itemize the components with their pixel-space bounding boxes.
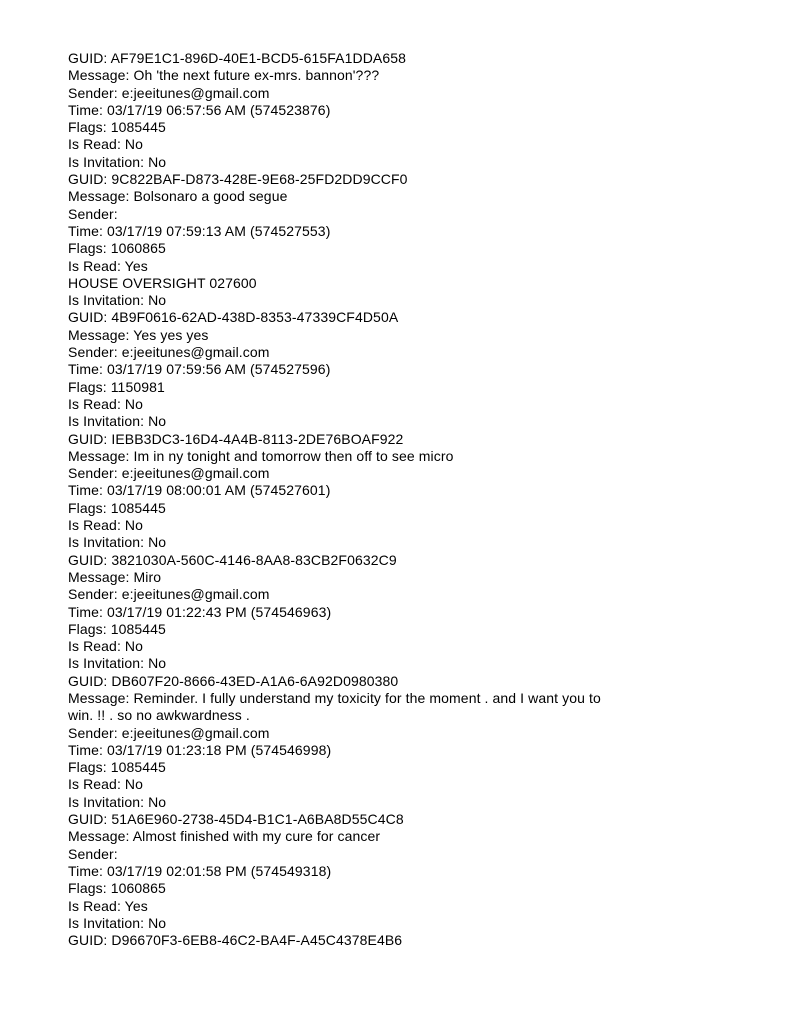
message-line: Message: Almost finished with my cure for cancer — [68, 828, 381, 845]
guid-line: GUID: 3821030A-560C-4146-8AA8-83CB2F0632C9 — [68, 551, 397, 568]
is-read-line: Is Read: No — [68, 776, 144, 793]
time-line: Time: 03/17/19 06:57:56 AM (574523876) — [68, 101, 331, 118]
is-read-line: Is Read: No — [68, 638, 144, 655]
guid-line: GUID: AF79E1C1-896D-40E1-BCD5-615FA1DDA658 — [68, 50, 407, 66]
sender-line: Sender: e:jeeitunes@gmail.com — [68, 724, 270, 741]
time-line: Time: 03/17/19 08:00:01 AM (574527601) — [68, 482, 331, 499]
is-read-line: Is Read: Yes — [68, 897, 148, 914]
is-read-line: Is Read: No — [68, 517, 144, 534]
time-line: Time: 03/17/19 07:59:56 AM (574527596) — [68, 361, 331, 378]
message-line: Message: Im in ny tonight and tomorrow then off to see micro — [68, 447, 454, 464]
is-invitation-line: Is Invitation: No — [68, 413, 167, 430]
flags-line: Flags: 1085445 — [68, 499, 166, 516]
message-line: win. !! . so no awkwardness . — [68, 707, 250, 724]
sender-line: Sender: — [68, 205, 118, 222]
message-record — [68, 932, 736, 949]
message-record — [68, 552, 736, 673]
sender-line: Sender: e:jeeitunes@gmail.com — [68, 344, 270, 361]
is-invitation-line: Is Invitation: No — [68, 534, 167, 551]
message-record — [68, 171, 736, 309]
guid-line: GUID: D96670F3-6EB8-46C2-BA4F-A45C4378E4B6 — [68, 932, 403, 949]
time-line: Time: 03/17/19 07:59:13 AM (574527553) — [68, 222, 331, 239]
guid-line: GUID: 9C822BAF-D873-428E-9E68-25FD2DD9CCF0 — [68, 171, 408, 188]
message-record — [68, 673, 736, 811]
message-line: Message: Bolsonaro a good segue — [68, 188, 288, 205]
message-line: Message: Reminder. I fully understand my toxicity for the moment . and I want you to — [68, 689, 601, 706]
is-invitation-line: Is Invitation: No — [68, 914, 167, 931]
sender-line: Sender: e:jeeitunes@gmail.com — [68, 586, 270, 603]
flags-line: Flags: 1060865 — [68, 880, 166, 897]
guid-line: GUID: IEBB3DC3-16D4-4A4B-8113-2DE76BOAF922 — [68, 430, 404, 447]
is-invitation-line: Is Invitation: No — [68, 793, 167, 810]
time-line: Time: 03/17/19 01:23:18 PM (574546998) — [68, 741, 332, 758]
records-list — [68, 50, 736, 949]
sender-line: Sender: — [68, 845, 118, 862]
message-line: Message: Oh 'the next future ex-mrs. bannon'??? — [68, 67, 380, 84]
time-line: Time: 03/17/19 01:22:43 PM (574546963) — [68, 603, 332, 620]
message-record — [68, 50, 736, 171]
flags-line: Flags: 1085445 — [68, 759, 166, 776]
is-invitation-line: Is Invitation: No — [68, 292, 167, 309]
message-line: Message: Miro — [68, 568, 162, 585]
flags-line: Flags: 1060865 — [68, 240, 166, 257]
message-record — [68, 811, 736, 932]
flags-line: Flags: 1085445 — [68, 620, 166, 637]
guid-line: GUID: 51A6E960-2738-45D4-B1C1-A6BA8D55C4C8 — [68, 811, 404, 828]
sender-line: Sender: e:jeeitunes@gmail.com — [68, 465, 270, 482]
time-line: Time: 03/17/19 02:01:58 PM (574549318) — [68, 862, 332, 879]
flags-line: Flags: 1150981 — [68, 378, 165, 395]
bates-stamp-line: HOUSE OVERSIGHT 027600 — [68, 274, 257, 291]
flags-line: Flags: 1085445 — [68, 119, 166, 136]
is-read-line: Is Read: No — [68, 395, 144, 412]
guid-line: GUID: 4B9F0616-62AD-438D-8353-47339CF4D50A — [68, 309, 399, 326]
is-read-line: Is Read: Yes — [68, 257, 148, 274]
is-read-line: Is Read: No — [68, 136, 144, 153]
message-record — [68, 309, 736, 430]
is-invitation-line: Is Invitation: No — [68, 153, 167, 170]
is-invitation-line: Is Invitation: No — [68, 655, 167, 672]
sender-line: Sender: e:jeeitunes@gmail.com — [68, 84, 270, 101]
message-line: Message: Yes yes yes — [68, 326, 209, 343]
guid-line: GUID: DB607F20-8666-43ED-A1A6-6A92D0980380 — [68, 672, 399, 689]
message-record — [68, 431, 736, 552]
